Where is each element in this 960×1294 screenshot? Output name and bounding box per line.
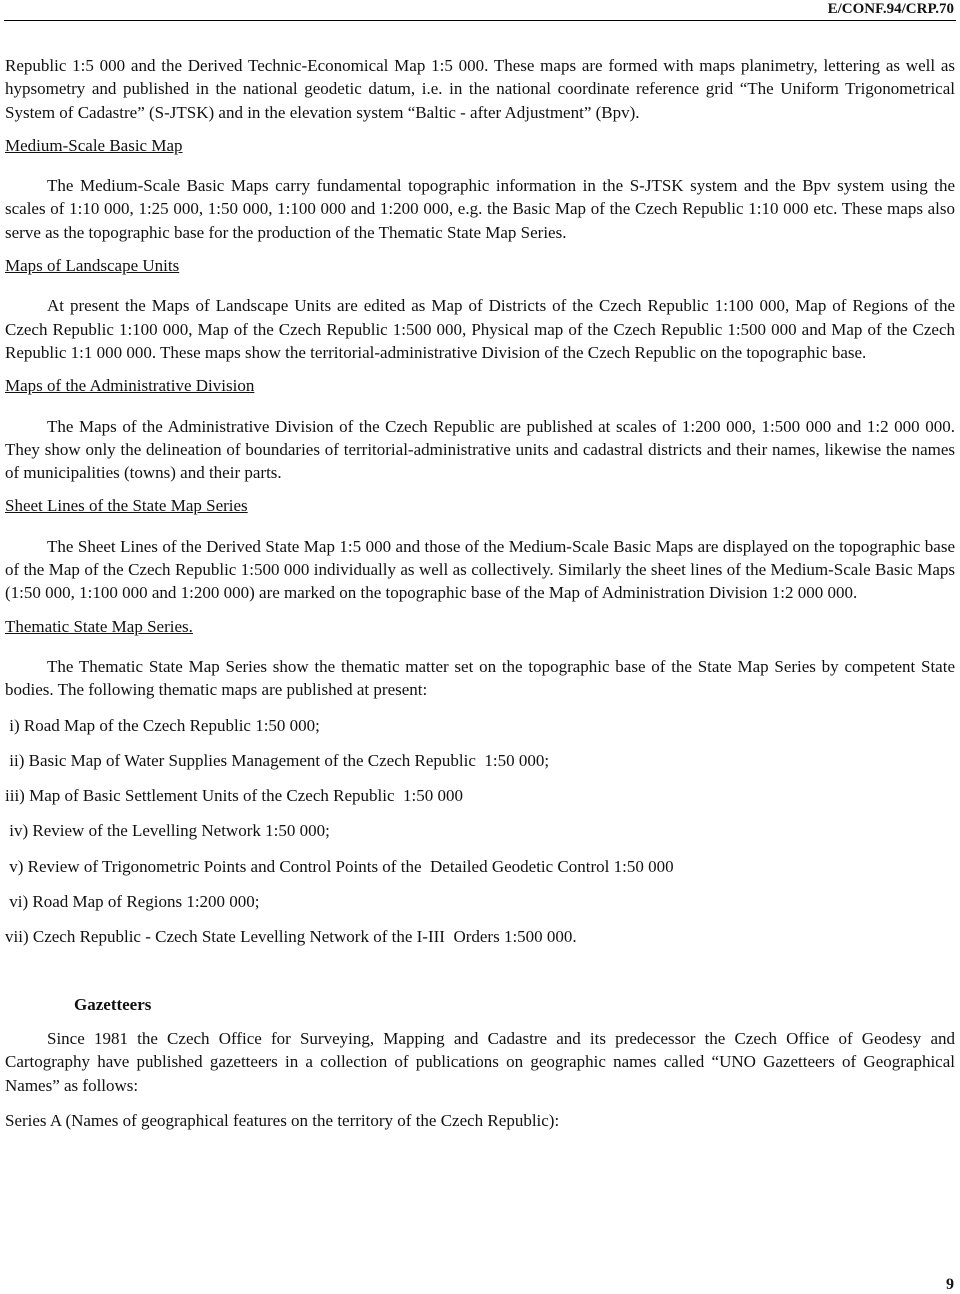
section-body-sheet-lines: The Sheet Lines of the Derived State Map 1:5 000 and those of the Medium-Scale Basic Maps are displayed on the topographic base of the Map of the Czech Republic 1:500 000 individually as well as collectively. Similarly the sheet lines of the Medium-Scale Basic Maps (1:50 000, 1:100 000 and 1:200 000) are marked on the topographic base of the Map of Administration Division 1:2 000 000. [5,536,955,603]
page-number: 9 [946,1276,954,1293]
section-body-landscape-units: At present the Maps of Landscape Units are edited as Map of Districts of the Czech Republic 1:100 000, Map of Regions of the Czech Republic 1:100 000, Map of the Czech Republic 1:500 000, Physical map of the Czech Republic 1:500 000 and Map of the Czech Republic 1:1 000 000. These maps show the territorial-administrative Division of the Czech Republic on the topographic base. [5,296,955,362]
section-heading-thematic: Thematic State Map Series. [5,616,193,636]
list-item: v) Review of Trigonometric Points and Control Points of the Detailed Geodetic Control 1:50 000 [5,856,674,876]
section-body-administrative-division: The Maps of the Administrative Division of the Czech Republic are published at scales of 1:200 000, 1:500 000 and 1:2 000 000. They show only the delineation of boundaries of territorial-administrative units and cadastral districts and their names, likewise the names of municipalities (towns) and their parts. [5,416,955,483]
list-item: iv) Review of the Levelling Network 1:50 000; [5,821,330,841]
section-body-medium-scale: The Medium-Scale Basic Maps carry fundamental topographic information in the S-JTSK system and the Bpv system using the scales of 1:10 000, 1:25 000, 1:50 000, 1:100 000 and 1:200 000, e.g. the Basic Map of the Czech Republic 1:10 000 etc. These maps also serve as the topographic base for the production of the Thematic State Map Series. [5,176,955,242]
thematic-map-list [5,714,955,949]
header-rule [4,20,956,21]
section-body-gazetteers: Since 1981 the Czech Office for Surveying, Mapping and Cadastre and its predecessor the Czech Office of Geodesy and Cartography have published gazetteers in a collection of publications on geographic names called “UNO Gazetteers of Geographical Names” as follows: [5,1028,955,1095]
section-heading-landscape-units: Maps of Landscape Units [5,256,180,276]
series-a-line: Series A (Names of geographical features on the territory of the Czech Republic): [5,1110,560,1130]
list-item: vi) Road Map of Regions 1:200 000; [5,892,260,912]
list-item: vii) Czech Republic - Czech State Levelling Network of the I-III Orders 1:500 000. [5,927,577,947]
document-symbol: E/CONF.94/CRP.70 [827,1,954,17]
section-heading-medium-scale: Medium-Scale Basic Map [5,135,183,155]
section-heading-sheet-lines: Sheet Lines of the State Map Series [5,496,248,516]
section-heading-administrative-division: Maps of the Administrative Division [5,376,255,396]
intro-paragraph: Republic 1:5 000 and the Derived Technic-Economical Map 1:5 000. These maps are formed with maps planimetry, lettering as well as hypsometry and published in the national geodetic datum, i.e. in the national coordinate reference grid “The Uniform Trigonometrical System of Cadastre” (S-JTSK) and in the elevation system “Baltic - after Adjustment” (Bpv). [5,56,955,122]
section-body-thematic: The Thematic State Map Series show the thematic matter set on the topographic base of the State Map Series by competent State bodies. The following thematic maps are published at present: [5,656,955,700]
list-item: ii) Basic Map of Water Supplies Management of the Czech Republic 1:50 000; [5,750,550,770]
page-content [5,54,955,1132]
section-heading-gazetteers: Gazetteers [74,994,152,1014]
list-item: i) Road Map of the Czech Republic 1:50 000; [5,715,320,735]
list-item: iii) Map of Basic Settlement Units of the Czech Republic 1:50 000 [5,786,463,806]
